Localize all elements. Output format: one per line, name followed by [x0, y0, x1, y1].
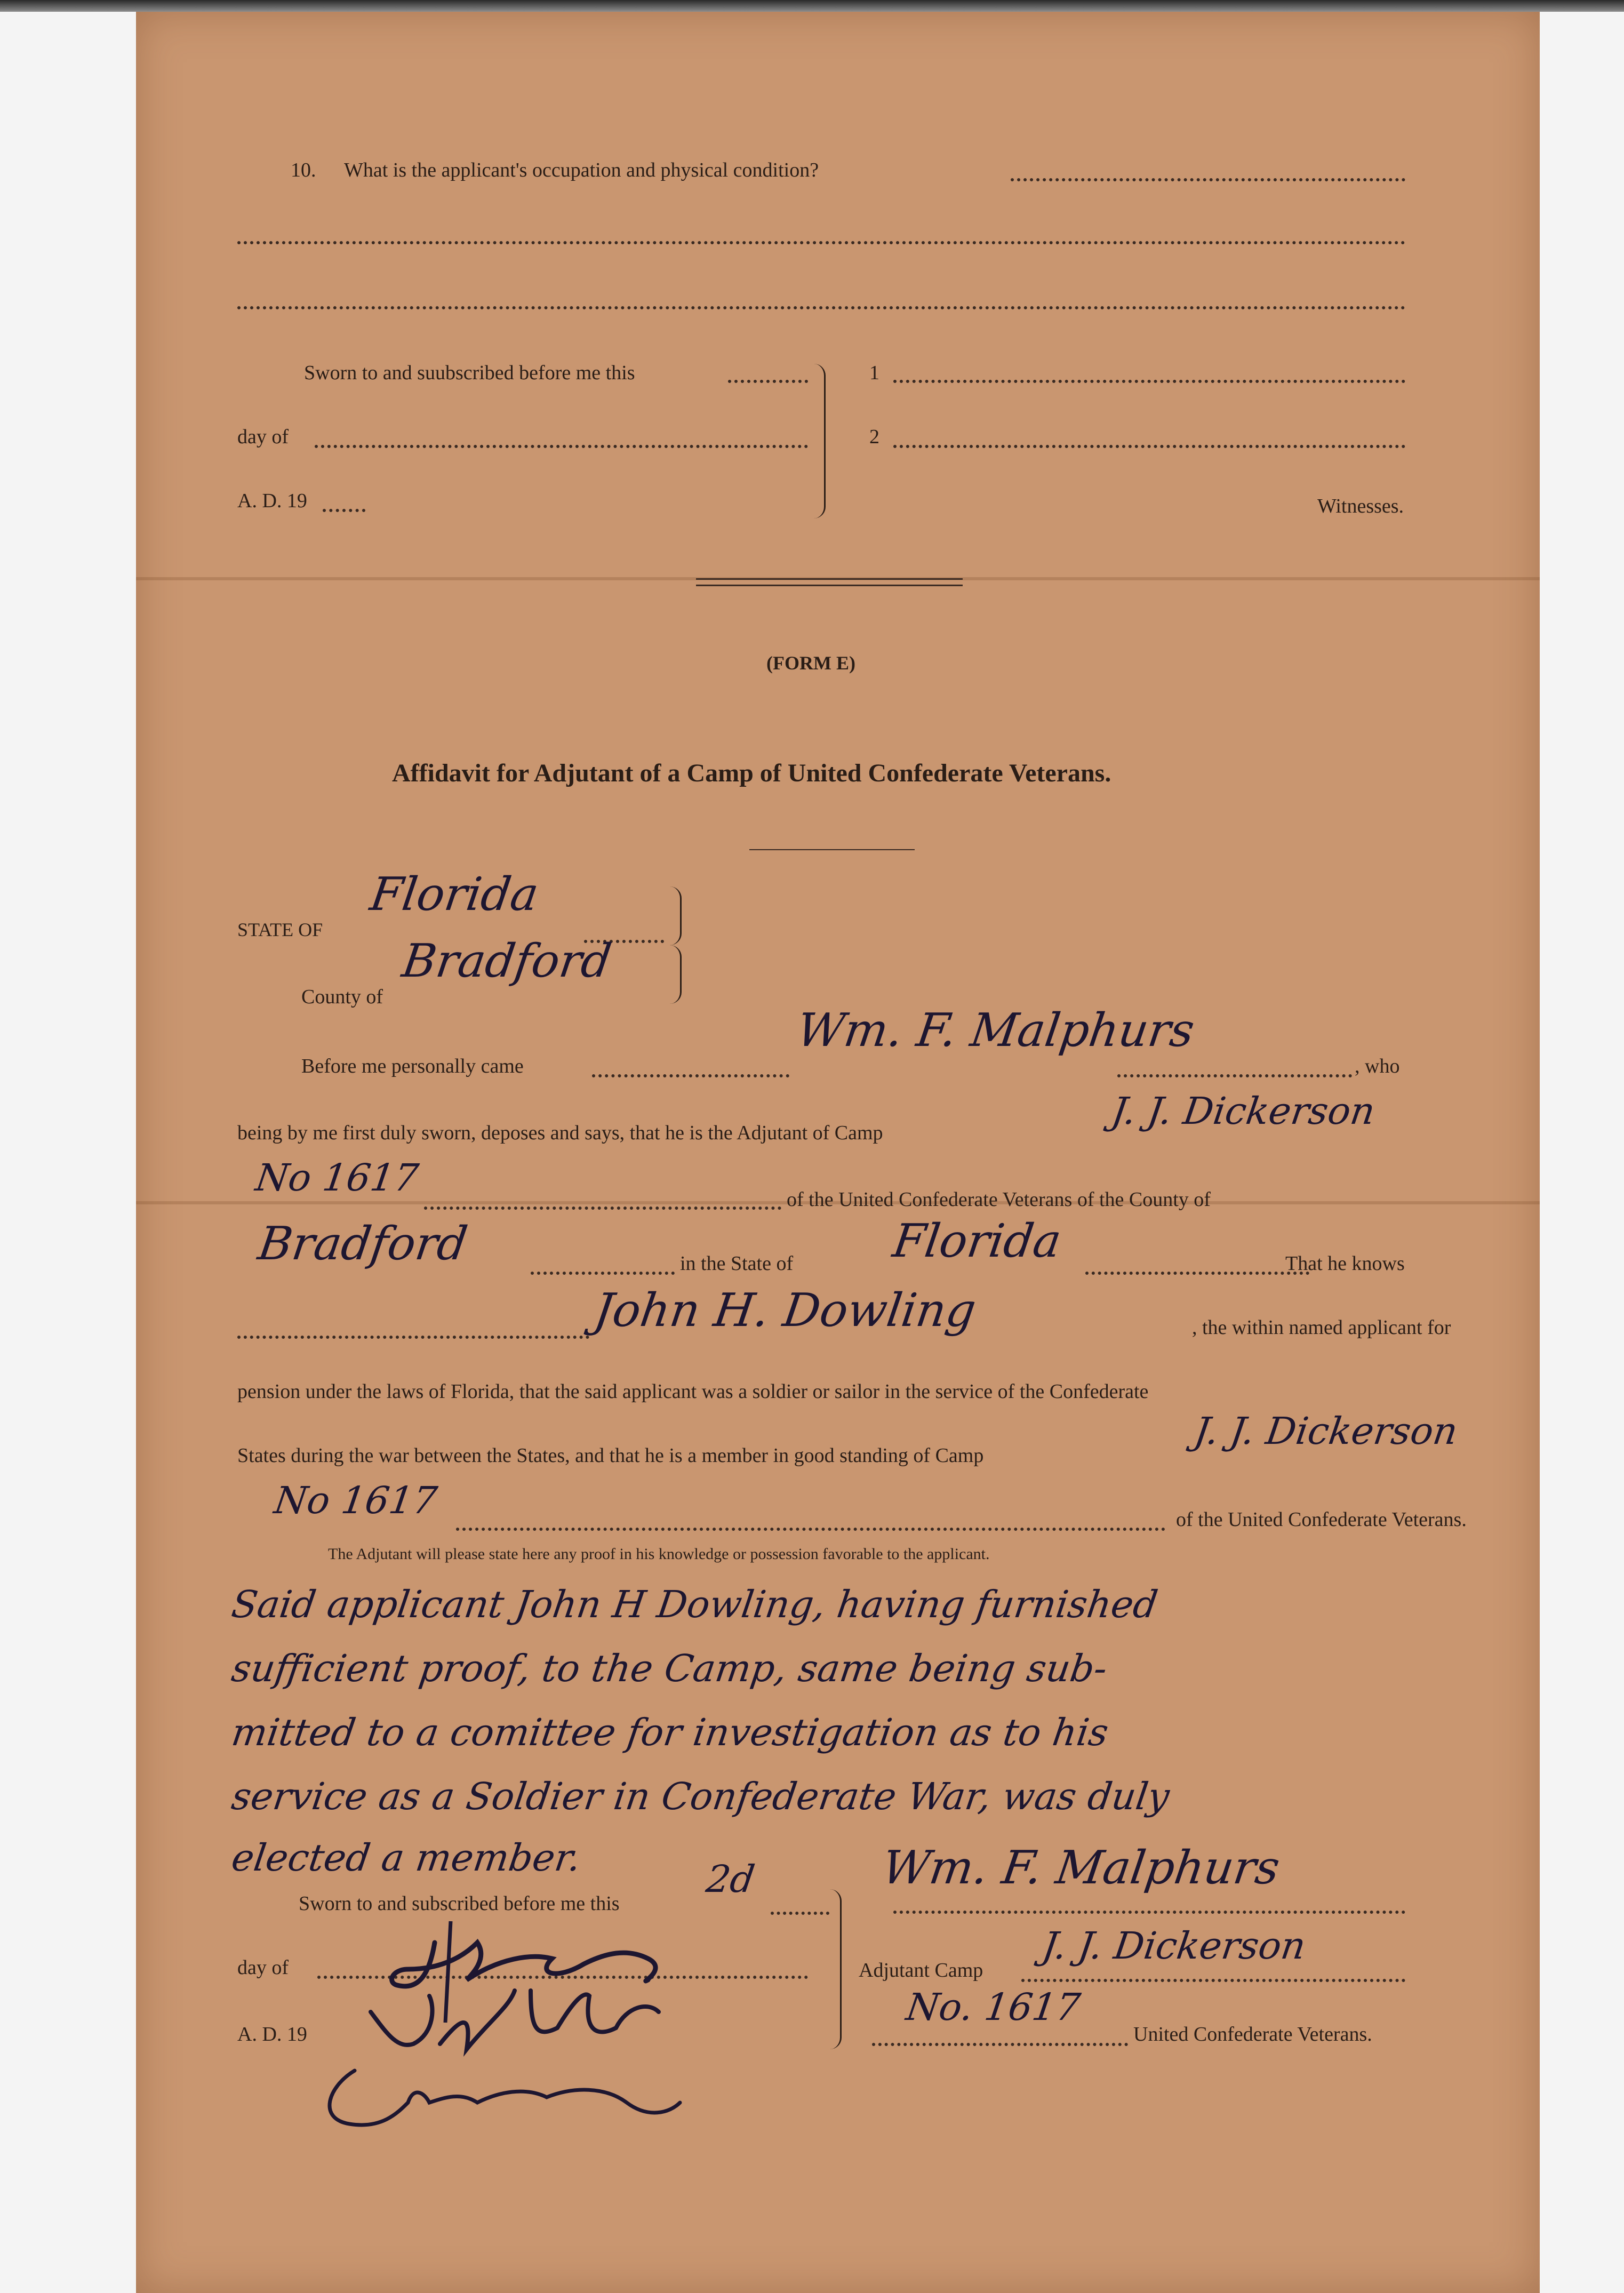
ucv-label: United Confederate Veterans. — [1133, 2023, 1372, 2046]
state-handwritten: Florida — [366, 868, 542, 921]
state-2-handwritten: Florida — [889, 1215, 1065, 1268]
state-of-label: STATE OF — [237, 919, 323, 940]
camp-name-handwritten: J. J. Dickerson — [1109, 1089, 1378, 1133]
proof-line: sufficient proof, to the Camp, same being sub- — [229, 1647, 1110, 1690]
proof-line: service as a Soldier in Confederate War, was duly — [229, 1775, 1172, 1818]
ad-text-2: A. D. 19 — [237, 2023, 307, 2046]
scan-edge — [0, 0, 1624, 12]
sworn-text: Sworn to and suubscribed before me this — [304, 362, 635, 384]
camp-name-2-handwritten: J. J. Dickerson — [1191, 1409, 1461, 1453]
sworn-day-handwritten: 2d — [703, 1857, 758, 1901]
within-named-text: , the within named applicant for — [1192, 1316, 1451, 1339]
adjutant-signature: Wm. F. Malphurs — [878, 1841, 1283, 1895]
camp-number-2-handwritten: No 1617 — [271, 1479, 440, 1522]
witness-number: 2 — [869, 426, 879, 448]
answer-line — [1011, 178, 1405, 181]
pension-text: pension under the laws of Florida, that the said applicant was a soldier or sailor in the service of the Confederate — [237, 1380, 1149, 1403]
day-of-text: day of — [237, 426, 289, 448]
of-ucv-text: of the United Confederate Veterans. — [1176, 1508, 1467, 1531]
brace — [829, 1889, 842, 2049]
witness-line — [893, 445, 1405, 448]
blank-line — [323, 509, 365, 512]
that-he-knows-text: That he knows — [1285, 1252, 1405, 1275]
double-rule — [696, 578, 963, 580]
blank-line — [592, 1074, 789, 1077]
adjutant-camp-number-handwritten: No. 1617 — [903, 1985, 1083, 2029]
document-page — [136, 12, 1540, 2293]
states-text: States during the war between the States, and that he is a member in good standing of Camp — [237, 1444, 984, 1467]
adjutant-camp-name-handwritten: J. J. Dickerson — [1039, 1924, 1309, 1968]
ad-text: A. D. 19 — [237, 490, 307, 512]
county-handwritten: Bradford — [398, 934, 615, 988]
blank-line — [456, 1528, 1165, 1531]
adjutant-camp-label: Adjutant Camp — [859, 1959, 983, 1982]
brace — [669, 886, 682, 945]
sworn-text-2: Sworn to and subscribed before me this — [299, 1892, 620, 1915]
blank-line — [237, 1336, 589, 1339]
blank-line — [1117, 1074, 1352, 1077]
who-text: , who — [1355, 1055, 1400, 1077]
camp-number-handwritten: No 1617 — [253, 1156, 421, 1200]
blank-line — [531, 1272, 675, 1275]
answer-line — [237, 241, 1405, 244]
in-state-of-text: in the State of — [680, 1252, 794, 1275]
of-ucv-county-text: of the United Confederate Veterans of the County of — [787, 1188, 1211, 1211]
signature-line — [893, 1911, 1405, 1914]
brace — [669, 945, 682, 1004]
witness-number: 1 — [869, 362, 879, 384]
blank-line — [1021, 1979, 1405, 1982]
answer-line — [237, 306, 1405, 309]
county-of-label: County of — [301, 986, 383, 1008]
proof-line: mitted to a comittee for investigation as to his — [229, 1711, 1111, 1754]
proof-line: Said applicant John H Dowling, having furnished — [229, 1583, 1161, 1626]
being-sworn-text: being by me first duly sworn, deposes and says, that he is the Adjutant of Camp — [237, 1122, 883, 1144]
county-2-handwritten: Bradford — [254, 1217, 471, 1271]
form-label: (FORM E) — [766, 652, 855, 674]
day-of-text-2: day of — [237, 1956, 289, 1979]
form-title: Affidavit for Adjutant of a Camp of United Confederate Veterans. — [392, 759, 1111, 787]
applicant-handwritten: John H. Dowling — [590, 1284, 979, 1337]
blank-line — [728, 380, 808, 383]
short-rule — [749, 849, 915, 850]
proof-line: elected a member. — [229, 1836, 584, 1880]
question-text: What is the applicant's occupation and physical condition? — [344, 159, 819, 181]
blank-line — [872, 2043, 1128, 2046]
blank-line — [315, 445, 808, 448]
witness-line — [893, 380, 1405, 383]
blank-line — [1085, 1272, 1309, 1275]
witnesses-label: Witnesses. — [1317, 495, 1404, 517]
question-number: 10. — [291, 159, 316, 181]
before-me-text: Before me personally came — [301, 1055, 524, 1077]
brace — [813, 364, 826, 518]
double-rule — [696, 585, 963, 586]
blank-line — [424, 1207, 781, 1210]
instruction-text: The Adjutant will please state here any proof in his knowledge or possession favorable to the applicant. — [328, 1545, 990, 1563]
clerk-signature-scrawl — [307, 1911, 813, 2156]
affiant-handwritten: Wm. F. Malphurs — [793, 1004, 1198, 1057]
